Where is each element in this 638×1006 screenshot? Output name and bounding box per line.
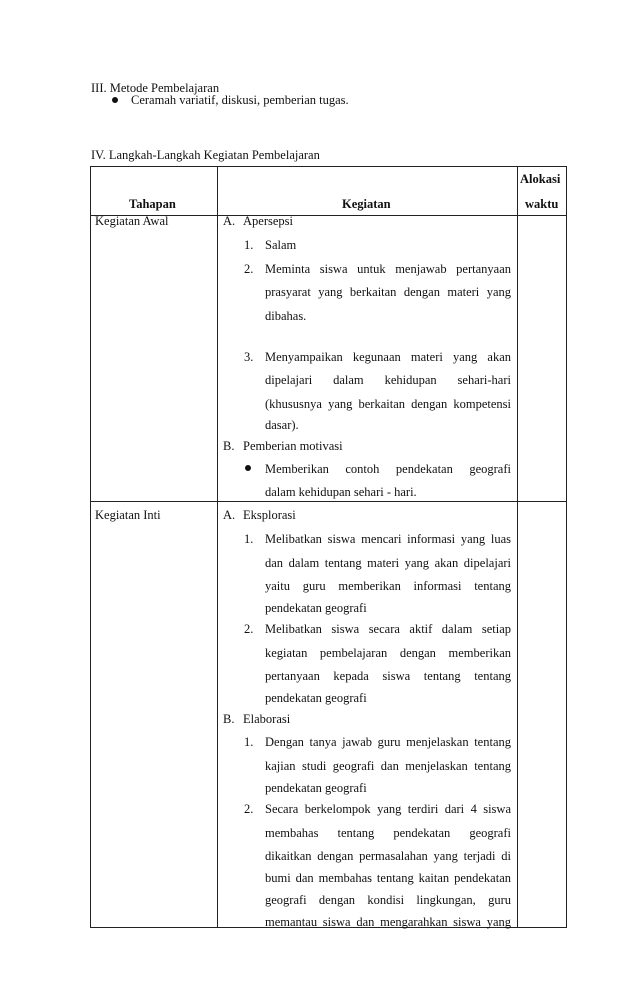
item-line: (khususnya yang berkaitan dengan kompetensi	[265, 397, 511, 411]
item-number: 1.	[244, 238, 254, 252]
item-line: kajian studi geografi dan menjelaskan tentang	[265, 759, 511, 773]
bullet-line: dalam kehidupan sehari - hari.	[265, 485, 417, 499]
item-line: pendekatan geografi	[265, 781, 367, 795]
item-line: geografi dengan kondisi lingkungan, guru	[265, 893, 511, 907]
item-line: Menyampaikan kegunaan materi yang akan	[265, 350, 511, 364]
section3-heading: III. Metode Pembelajaran	[91, 81, 220, 95]
sub-title: Pemberian motivasi	[243, 439, 343, 453]
sub-title: Elaborasi	[243, 712, 291, 726]
row-tahapan: Kegiatan Awal	[95, 214, 169, 228]
item-number: 1.	[244, 532, 254, 546]
item-line: dan dalam tentang materi yang akan dipelajari	[265, 556, 511, 570]
item-line: dasar).	[265, 418, 299, 432]
header-kegiatan: Kegiatan	[342, 197, 391, 211]
section4-heading: IV. Langkah-Langkah Kegiatan Pembelajaran	[91, 148, 320, 162]
item-line: kegiatan pembelajaran dengan memberikan	[265, 646, 511, 660]
sub-title: Apersepsi	[243, 214, 293, 228]
item-line: Salam	[265, 238, 297, 252]
section3-bullet-text: Ceramah variatif, diskusi, pemberian tugas.	[131, 93, 349, 107]
header-alokasi: Alokasi	[520, 172, 561, 186]
item-line: pendekatan geografi	[265, 691, 367, 705]
item-line: dibahas.	[265, 309, 307, 323]
sub-marker: B.	[223, 712, 235, 726]
item-line: Meminta siswa untuk menjawab pertanyaan	[265, 262, 511, 276]
sub-marker: A.	[223, 214, 236, 228]
sub-marker: A.	[223, 508, 236, 522]
bullet-icon	[112, 97, 118, 103]
sub-marker: B.	[223, 439, 235, 453]
item-line: dipelajari dalam kehidupan sehari-hari	[265, 373, 511, 387]
item-number: 1.	[244, 735, 254, 749]
item-line: bumi dan membahas tentang kaitan pendekatan	[265, 871, 511, 885]
header-tahapan: Tahapan	[129, 197, 176, 211]
bullet-line: Memberikan contoh pendekatan geografi	[265, 462, 511, 476]
item-line: memantau siswa dan mengarahkan siswa yang	[265, 915, 511, 929]
item-number: 2.	[244, 622, 254, 636]
item-number: 2.	[244, 262, 254, 276]
item-line: membahas tentang pendekatan geografi	[265, 826, 511, 840]
item-number: 3.	[244, 350, 254, 364]
item-line: prasyarat yang berkaitan dengan materi yang	[265, 285, 511, 299]
item-number: 2.	[244, 802, 254, 816]
sub-title: Eksplorasi	[243, 508, 296, 522]
item-line: pertanyaan kepada siswa tentang tentang	[265, 669, 511, 683]
item-line: Dengan tanya jawab guru menjelaskan tentang	[265, 735, 511, 749]
item-line: yaitu guru memberikan informasi tentang	[265, 579, 511, 593]
bullet-icon	[245, 465, 251, 471]
item-line: Secara berkelompok yang terdiri dari 4 siswa	[265, 802, 511, 816]
item-line: dikaitkan dengan permasalahan yang terjadi di	[265, 849, 511, 863]
item-line: pendekatan geografi	[265, 601, 367, 615]
header-waktu: waktu	[525, 197, 559, 211]
row-tahapan: Kegiatan Inti	[95, 508, 161, 522]
item-line: Melibatkan siswa secara aktif dalam setiap	[265, 622, 511, 636]
item-line: Melibatkan siswa mencari informasi yang luas	[265, 532, 511, 546]
